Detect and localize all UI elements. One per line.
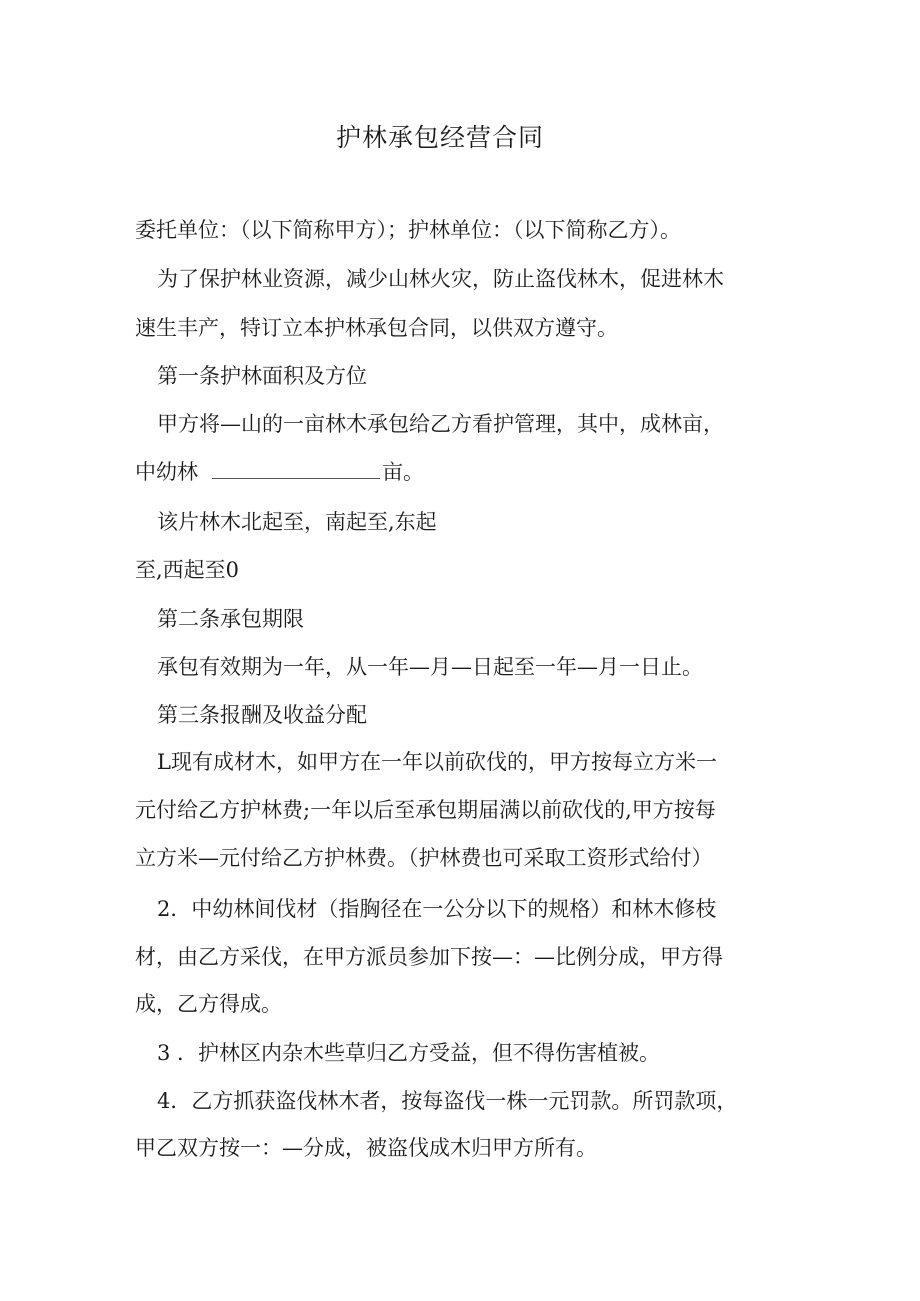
parties-line: 委托单位：（以下简称甲方）；护林单位：（以下简称乙方）。 (135, 218, 681, 242)
article3-item3: 3 ．护林区内杂木些草归乙方受益，但不得伤害植被。 (157, 1041, 661, 1065)
document-title: 护林承包经营合同 (335, 123, 544, 152)
article3-item2-line2: 材，由乙方采伐，在甲方派员参加下按—：—比例分成，甲方得 (135, 945, 723, 969)
article2-paragraph: 承包有效期为一年，从一年—月—日起至一年—月一日止。 (157, 655, 703, 679)
article1-paragraph1-line1: 甲方将—山的一亩林木承包给乙方看护管理，其中，成林亩， (157, 412, 724, 436)
article3-item2-line1: 2．中幼林间伐材（指胸径在一公分以下的规格）和林木修枝 (157, 897, 717, 921)
article1-paragraph1-line2 (135, 457, 424, 487)
article3-item4-line2: 甲乙双方按一：—分成，被盗伐成木归甲方所有。 (135, 1136, 597, 1160)
article2-heading: 第二条承包期限 (157, 607, 304, 631)
article3-item1-line1: L现有成材木，如甲方在一年以前砍伐的，甲方按每立方米一 (157, 750, 717, 774)
article1-unit-mu: 亩。 (382, 460, 424, 484)
article3-item1-line2: 元付给乙方护林费;一年以后至承包期届满以前砍伐的,甲方按每 (135, 798, 716, 822)
article3-item2-line3: 成，乙方得成。 (135, 992, 282, 1016)
article1-paragraph2-line2: 至,西起至0 (135, 558, 240, 582)
intro-line-2: 速生丰产，特订立本护林承包合同，以供双方遵守。 (135, 316, 618, 340)
intro-line-1: 为了保护林业资源，减少山林火灾，防止盗伐林木，促进林木 (157, 267, 724, 291)
article1-label-young-forest: 中幼林 (135, 460, 198, 484)
article3-item1-line3: 立方米—元付给乙方护林费。（护林费也可采取工资形式给付） (135, 846, 713, 870)
fill-in-blank (212, 460, 380, 479)
article1-heading: 第一条护林面积及方位 (157, 364, 367, 388)
article3-item4-line1: 4．乙方抓获盗伐林木者，按每盗伐一株一元罚款。所罚款项， (157, 1089, 738, 1113)
article1-paragraph2-line1: 该片林木北起至，南起至,东起 (157, 510, 437, 534)
article3-heading: 第三条报酬及收益分配 (157, 703, 367, 727)
